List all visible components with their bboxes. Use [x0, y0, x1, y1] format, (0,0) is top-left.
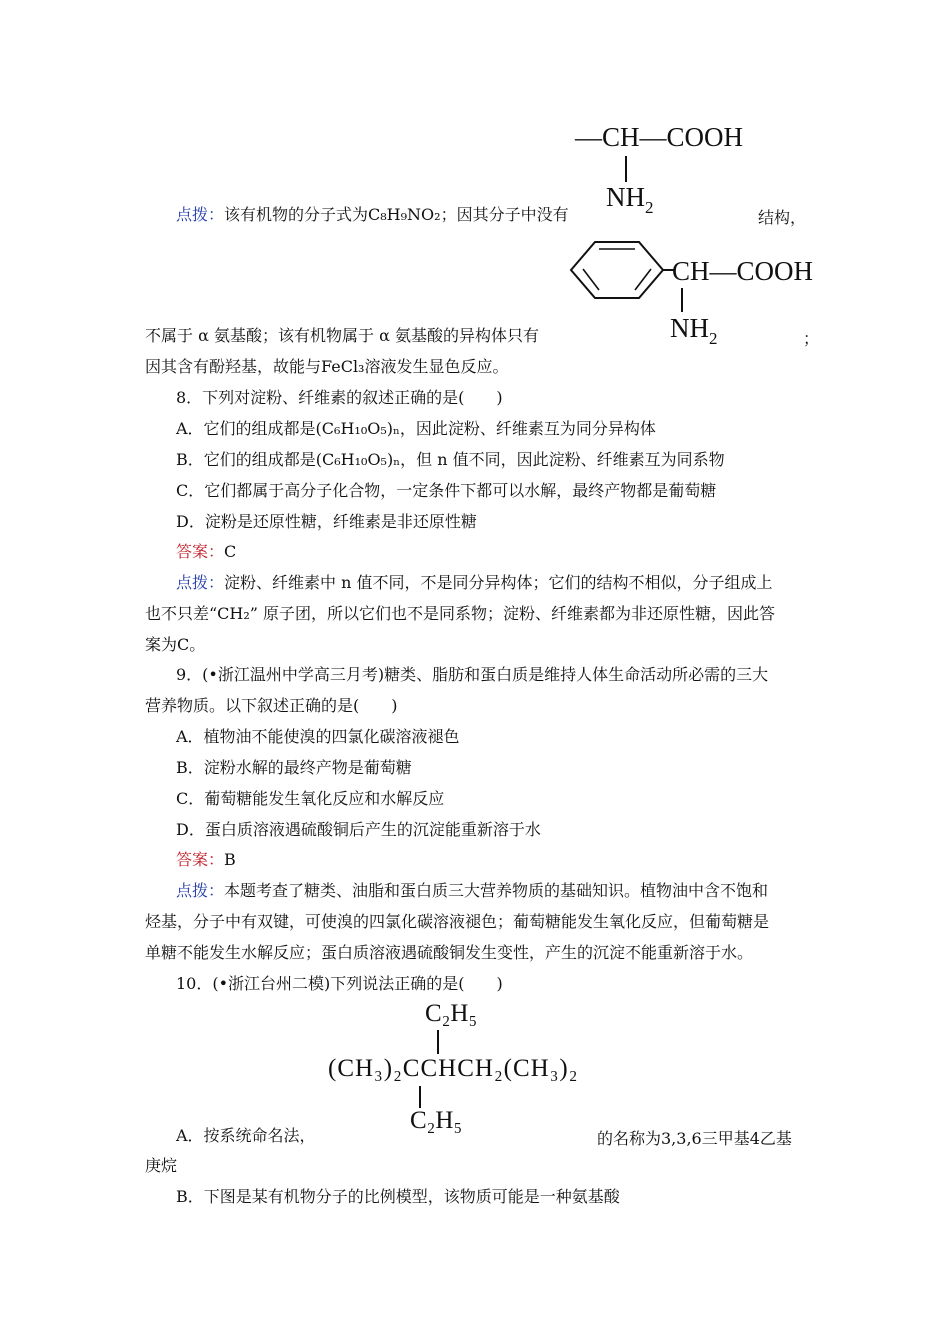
structure-branched-bottom: C₂H₅	[410, 1107, 463, 1134]
q9-stem-line1: 9．(•浙江温州中学高三月考)糖类、脂肪和蛋白质是维持人体生命活动所必需的三大	[176, 665, 769, 684]
bond-vertical	[681, 288, 683, 312]
q9-answer: 答案：B	[176, 850, 236, 869]
bond-vertical	[625, 156, 627, 182]
structure-phenyl-nh2: $NH_2$	[670, 313, 718, 348]
q8-option-c: C．它们都属于高分子化合物，一定条件下都可以水解，最终产物都是葡萄糖	[176, 481, 717, 500]
q9-option-a: A．植物油不能使溴的四氯化碳溶液褪色	[176, 727, 460, 746]
q8-tip-line2: 也不只差“CH₂” 原子团，所以它们也不是同系物；淀粉、纤维素都为非还原性糖，因此答	[145, 604, 776, 623]
q10-option-a-prefix: A．按系统命名法，	[176, 1126, 316, 1145]
q7-tip-line1-end: 结构，	[758, 208, 807, 227]
q10-stem: 10．(•浙江台州二模)下列说法正确的是( )	[176, 974, 503, 993]
q8-option-a: A．它们的组成都是(C₆H₁₀O₅)ₙ，因此淀粉、纤维素互为同分异构体	[176, 419, 656, 438]
tip-label: 点拨：	[176, 205, 225, 224]
bond-vertical	[437, 1030, 439, 1054]
q8-answer: 答案：C	[176, 542, 237, 561]
q7-tip-line2-end: ；	[803, 329, 820, 348]
bond-vertical	[419, 1086, 421, 1108]
q7-tip-line1: 点拨：该有机物的分子式为C₈H₉NO₂；因其分子中没有	[176, 205, 569, 224]
q9-tip-line3: 单糖不能发生水解反应；蛋白质溶液遇硫酸铜发生变性，产生的沉淀不能重新溶于水。	[145, 943, 754, 962]
q9-option-b: B．淀粉水解的最终产物是葡萄糖	[176, 758, 412, 777]
structure-amino-fragment-top: —CH—COOH	[575, 122, 744, 152]
q8-tip-line3: 案为C。	[145, 635, 206, 654]
q9-tip-line2: 烃基，分子中有双键，可使溴的四氯化碳溶液褪色；葡萄糖能发生氧化反应，但葡萄糖是	[145, 912, 770, 931]
structure-amino-nh2: $NH_2$	[606, 182, 654, 217]
structure-branched-top: C₂H₅	[425, 1000, 478, 1027]
q10-option-a-suffix: 的名称为3,3,6三甲基4乙基	[597, 1129, 792, 1148]
benzene-ring	[565, 236, 675, 306]
structure-branched-main: (CH₃)₂CCHCH₂(CH₃)₂	[328, 1055, 579, 1082]
q9-stem-line2: 营养物质。以下叙述正确的是( )	[145, 696, 398, 715]
structure-phenyl-fragment: CH—COOH	[672, 256, 814, 286]
q8-stem: 8．下列对淀粉、纤维素的叙述正确的是( )	[176, 388, 503, 407]
q10-option-b: B．下图是某有机物分子的比例模型，该物质可能是一种氨基酸	[176, 1187, 620, 1206]
q9-option-d: D．蛋白质溶液遇硫酸铜后产生的沉淀能重新溶于水	[176, 820, 541, 839]
q7-tip-line3: 因其含有酚羟基，故能与FeCl₃溶液发生显色反应。	[145, 357, 509, 376]
q7-tip-line2: 不属于 α 氨基酸；该有机物属于 α 氨基酸的异构体只有	[145, 326, 539, 345]
q8-tip-line1: 点拨：淀粉、纤维素中 n 值不同，不是同分异构体；它们的结构不相似，分子组成上	[176, 573, 773, 592]
q8-option-d: D．淀粉是还原性糖，纤维素是非还原性糖	[176, 512, 477, 531]
q8-option-b: B．它们的组成都是(C₆H₁₀O₅)ₙ，但 n 值不同，因此淀粉、纤维素互为同系物	[176, 450, 725, 469]
q9-option-c: C．葡萄糖能发生氧化反应和水解反应	[176, 789, 445, 808]
q10-option-a-line2: 庚烷	[145, 1156, 178, 1175]
q9-tip-line1: 点拨：本题考查了糖类、油脂和蛋白质三大营养物质的基础知识。植物油中含不饱和	[176, 881, 769, 900]
structure-amino-fragment	[575, 122, 743, 153]
